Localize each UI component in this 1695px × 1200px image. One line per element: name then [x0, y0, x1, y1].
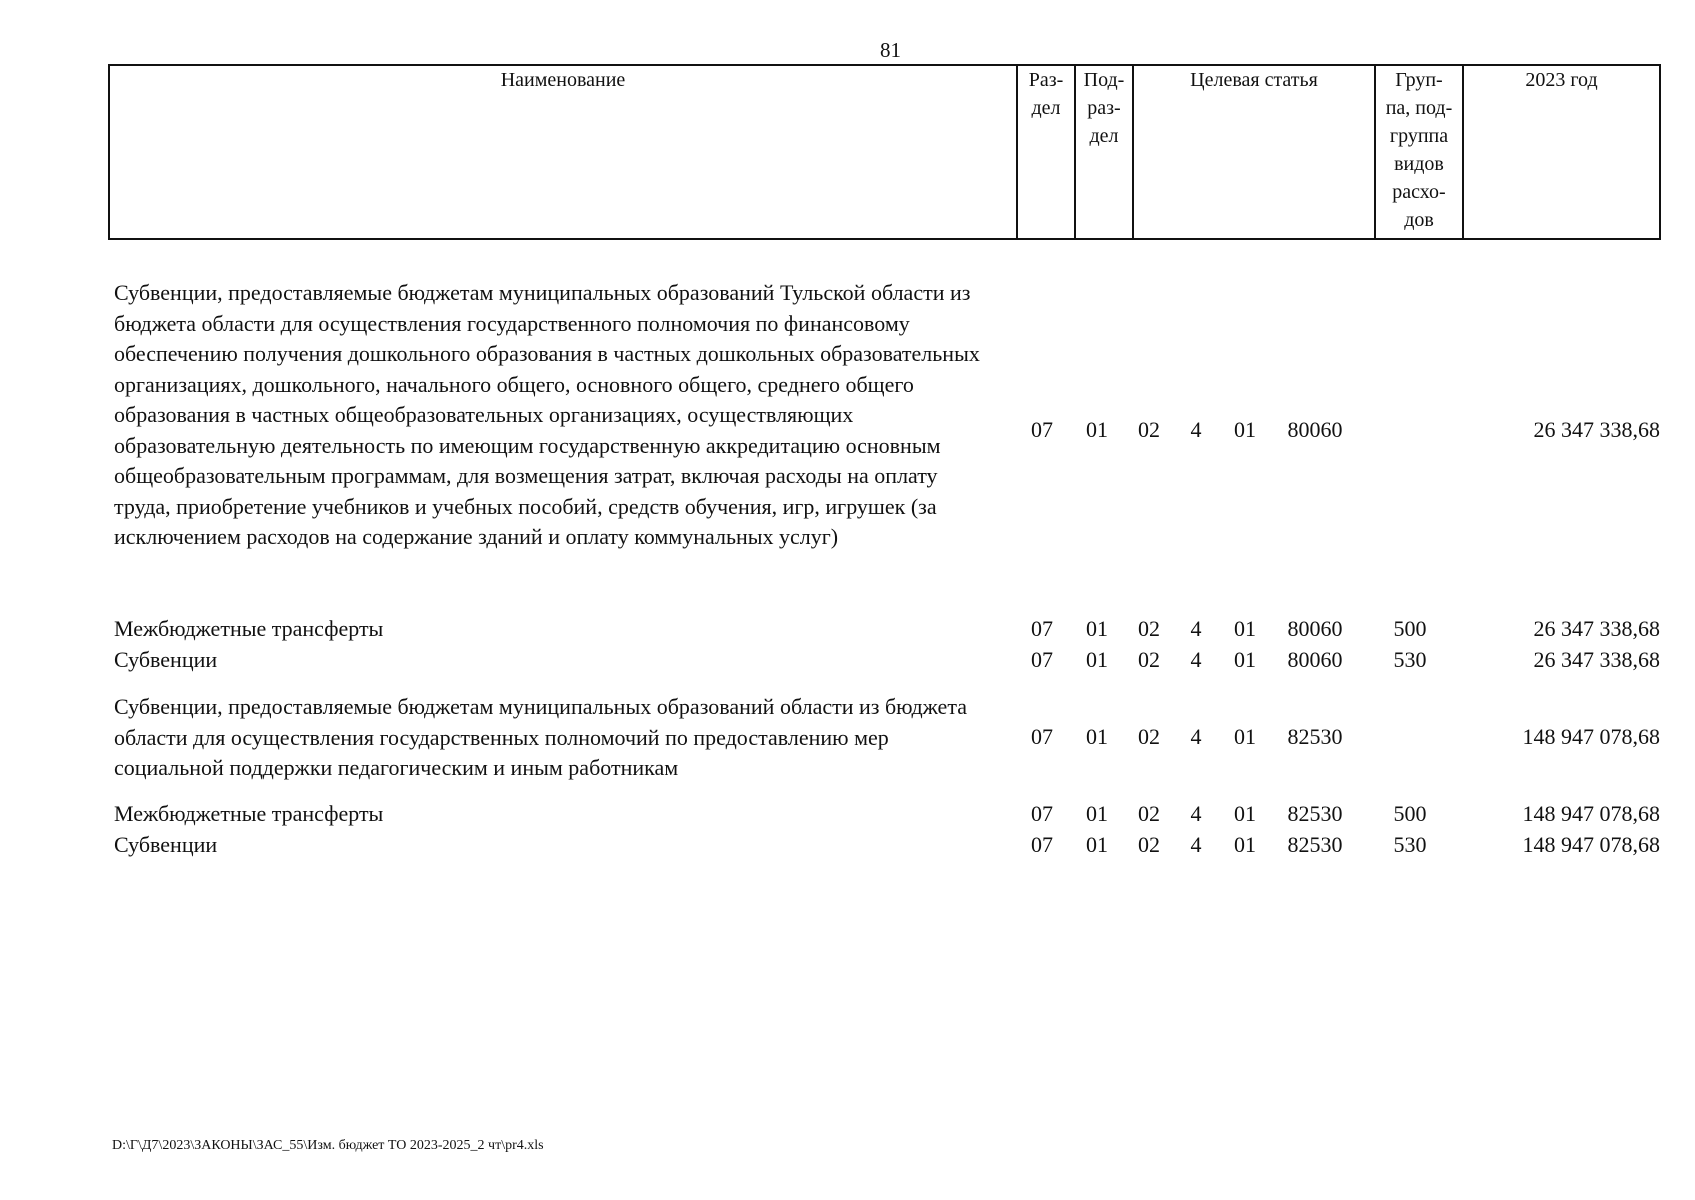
row-razdel: 07 — [1031, 647, 1053, 672]
table-header — [108, 64, 1661, 240]
row-target-1: 02 — [1138, 724, 1160, 749]
row-target-3: 01 — [1234, 801, 1256, 826]
row-name: Межбюджетные трансферты — [114, 616, 384, 641]
row-razdel: 07 — [1031, 616, 1053, 641]
row-target-3: 01 — [1234, 724, 1256, 749]
row-target-2: 4 — [1190, 616, 1202, 641]
row-target-1: 02 — [1138, 616, 1160, 641]
row-target-3: 01 — [1234, 832, 1256, 857]
row-podrazdel: 01 — [1086, 647, 1108, 672]
row-target-4: 82530 — [1287, 724, 1343, 749]
row-amount: 26 347 338,68 — [1533, 616, 1660, 641]
row-target-1: 02 — [1138, 801, 1160, 826]
row-target-1: 02 — [1138, 417, 1160, 442]
row-amount: 26 347 338,68 — [1533, 647, 1660, 672]
row-target-2: 4 — [1190, 832, 1202, 857]
row-group: 500 — [1393, 801, 1427, 826]
header-expense-group: Груп- па, под- группа видов расхо- дов — [1375, 65, 1463, 239]
row-name: Межбюджетные трансферты — [114, 801, 384, 826]
row-target-2: 4 — [1190, 417, 1202, 442]
header-target-article: Целевая статья — [1133, 65, 1375, 239]
row-group: 500 — [1393, 616, 1427, 641]
row-target-2: 4 — [1190, 801, 1202, 826]
header-razdel: Раз- дел — [1017, 65, 1075, 239]
header-year: 2023 год — [1463, 65, 1660, 239]
header-name: Наименование — [109, 65, 1017, 239]
row-podrazdel: 01 — [1086, 724, 1108, 749]
row-group: 530 — [1393, 647, 1427, 672]
row-razdel: 07 — [1031, 724, 1053, 749]
row-target-3: 01 — [1234, 616, 1256, 641]
row-target-1: 02 — [1138, 647, 1160, 672]
row-amount: 148 947 078,68 — [1522, 724, 1660, 749]
row-razdel: 07 — [1031, 832, 1053, 857]
row-razdel: 07 — [1031, 417, 1053, 442]
row-target-4: 80060 — [1287, 616, 1343, 641]
row-podrazdel: 01 — [1086, 616, 1108, 641]
row-target-2: 4 — [1190, 647, 1202, 672]
row-target-4: 80060 — [1287, 647, 1343, 672]
row-name: Субвенции, предоставляемые бюджетам муниципальных образований области из бюджета области для осуществления государственных полномочий по предоставлению мер социальной поддержки педагогическим и иным работникам — [114, 694, 967, 780]
row-target-4: 80060 — [1287, 417, 1343, 442]
row-target-4: 82530 — [1287, 832, 1343, 857]
row-name: Субвенции, предоставляемые бюджетам муниципальных образований Тульской области из бюджета области для осуществления государственного полномочия по финансовому обеспечению получения дошкольного образования в частных дошкольных образовательных организациях, дошкольного, начального общего, основного общего, среднего общего образования в частных общеобразовательных организациях, осуществляющих образовательную деятельность по имеющим государственную аккредитацию основным общеобразовательным программам, для возмещения затрат, включая расходы на оплату труда, приобретение учебников и учебных пособий, средств обучения, игр, игрушек (за исключением расходов на содержание зданий и оплату коммунальных услуг) — [114, 280, 980, 549]
row-podrazdel: 01 — [1086, 832, 1108, 857]
row-amount: 148 947 078,68 — [1522, 832, 1660, 857]
row-target-4: 82530 — [1287, 801, 1343, 826]
page-number: 81 — [880, 38, 901, 62]
row-name: Субвенции — [114, 832, 218, 857]
row-amount: 148 947 078,68 — [1522, 801, 1660, 826]
row-podrazdel: 01 — [1086, 417, 1108, 442]
header-podrazdel: Под- раз- дел — [1075, 65, 1133, 239]
row-target-2: 4 — [1190, 724, 1202, 749]
row-target-3: 01 — [1234, 647, 1256, 672]
row-target-3: 01 — [1234, 417, 1256, 442]
row-razdel: 07 — [1031, 801, 1053, 826]
row-podrazdel: 01 — [1086, 801, 1108, 826]
row-amount: 26 347 338,68 — [1533, 417, 1660, 442]
row-name: Субвенции — [114, 647, 218, 672]
row-target-1: 02 — [1138, 832, 1160, 857]
row-group: 530 — [1393, 832, 1427, 857]
footer-file-path: D:\Г\Д7\2023\ЗАКОНЫ\ЗАС_55\Изм. бюджет ТО 2023-2025_2 чт\pr4.xls — [112, 1138, 544, 1153]
